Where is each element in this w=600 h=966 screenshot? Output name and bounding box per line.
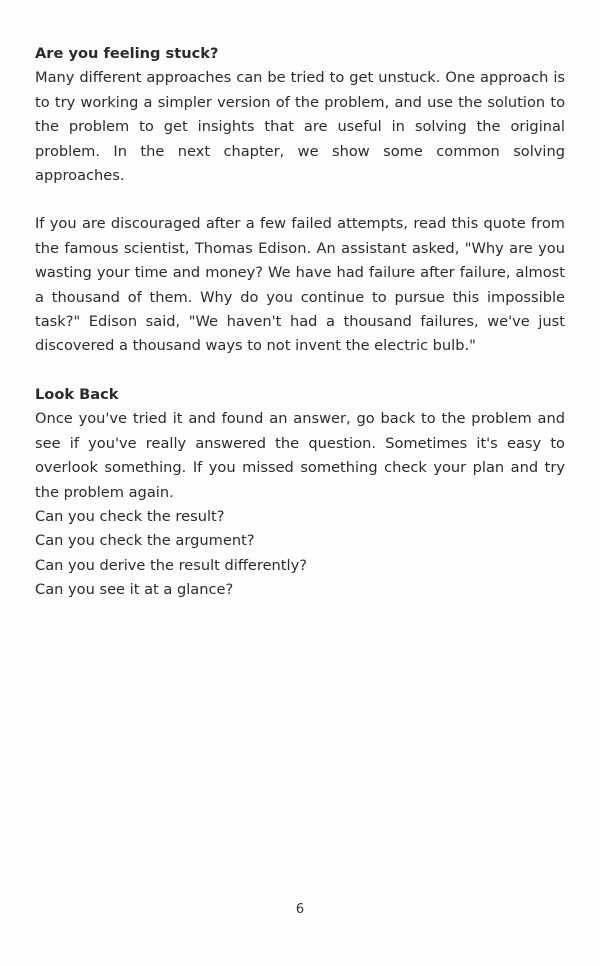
question-see-at-glance: Can you see it at a glance?	[35, 581, 234, 599]
paragraph-look-back: Once you've tried it and found an answer, go back to the problem and see if you've really answered the question. Sometimes it's easy to overlook something. If you missed something check your plan and try the problem again.	[35, 410, 565, 501]
paragraph-edison-quote: If you are discouraged after a few failed attempts, read this quote from the famous scientist, Thomas Edison. An assistant asked, "Why are you wasting your time and money? We have had failure after failure, almost a thousand of them. Why do you continue to pursue this impossible task?" Edison said, "We haven't had a thousand failures, we've just discovered a thousand ways to not invent the electric bulb."	[35, 215, 565, 355]
question-check-result: Can you check the result?	[35, 507, 225, 525]
page-body	[35, 42, 565, 603]
heading-feeling-stuck: Are you feeling stuck?	[35, 45, 219, 62]
question-check-argument: Can you check the argument?	[35, 532, 255, 550]
paragraph-spacer	[35, 188, 565, 212]
paragraph-unstuck-approaches: Many different approaches can be tried to get unstuck. One approach is to try working a simpler version of the problem, and use the solution to the problem to get insights that are useful in solving the original problem. In the next chapter, we show some common solving approaches.	[35, 69, 565, 185]
section-spacer	[35, 359, 565, 383]
heading-look-back: Look Back	[35, 385, 119, 403]
page-number: 6	[295, 902, 305, 917]
question-derive-differently: Can you derive the result differently?	[35, 556, 307, 574]
